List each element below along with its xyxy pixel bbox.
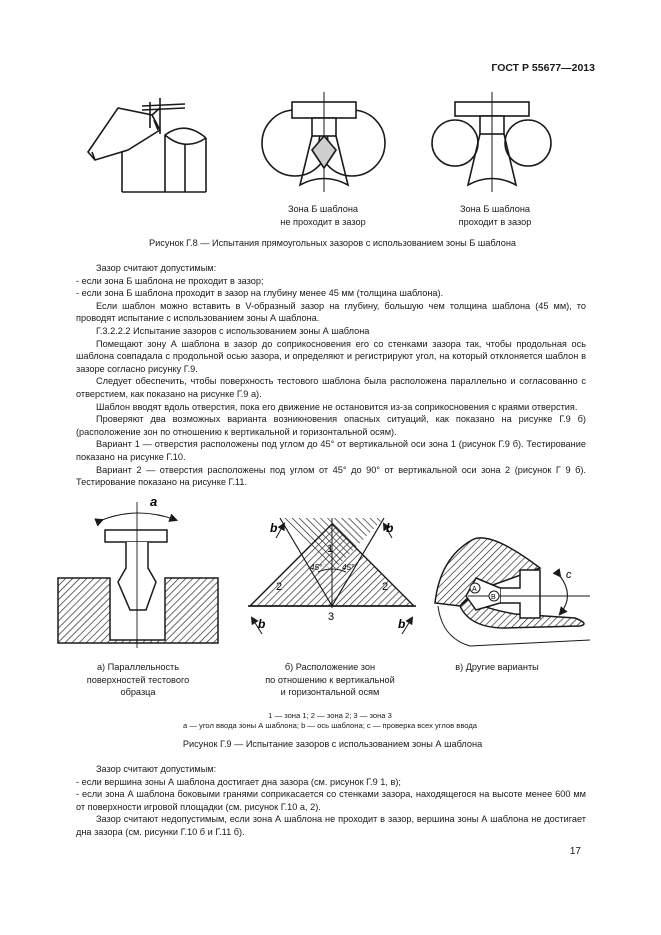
- fig8-left-caption: [258, 203, 388, 228]
- fig9c-label-c: c: [566, 569, 572, 581]
- caption-line: не проходит в зазор: [280, 216, 366, 227]
- fig9b-zone-2-left: 2: [276, 581, 283, 593]
- fig9a-label-a: a: [150, 494, 158, 509]
- fig9b-zone-1: 1: [327, 543, 334, 555]
- paragraph: Зазор считают недопустимым, если зона А шаблона не проходит в зазор, вершина зоны А шаблона не достигает дна зазора (см. рисунки Г.10 б и Г.11 б).: [76, 814, 586, 837]
- caption-line: в) Другие варианты: [455, 662, 539, 672]
- page-number: 17: [569, 846, 581, 857]
- paragraph: - если зона А шаблона боковыми гранями соприкасается со стенками зазора, находящегося на высоте менее 600 мм от поверхности игровой площадки (см. рисунок Г.10 а, 2).: [76, 789, 586, 812]
- paragraph: Вариант 2 — отверстия расположены под углом от 45° до 90° от вертикальной оси зона 2 (рисунок Г 9 б). Тестирование показано на рисунке Г.11.: [76, 464, 586, 488]
- fig8-title: Рисунок Г.8 — Испытания прямоугольных зазоров с использованием зоны Б шаблона: [148, 238, 517, 248]
- subsection-heading: Г.3.2.2.2 Испытание зазоров с использованием зоны А шаблона: [96, 325, 370, 336]
- fig9b-label-b-br: b: [398, 617, 406, 631]
- paragraph: Вариант 1 — отверстия расположены под углом до 45° от вертикальной оси зона 1 (рисунок Г.9 б). Тестирование показано на рисунке Г.10.: [76, 439, 586, 462]
- paragraph: Проверяют два возможных варианта возникновения опасных ситуаций, как показано на рисунке Г.9 б) (расположение зон по отношению к вертикальной и горизонтальной осям).: [76, 414, 586, 437]
- figure-g9: [0, 488, 661, 658]
- fig8-sketch-pass: [432, 92, 551, 192]
- fig9c-marker-A: A: [472, 586, 477, 593]
- fig9b-label-b-tr: b: [386, 521, 394, 535]
- fig8-right-caption: [430, 203, 560, 228]
- fig9b-angle-left: 45°: [310, 563, 323, 572]
- fig8-sketch-cylinder: [88, 98, 206, 192]
- figure-g8: [0, 80, 661, 210]
- caption-line: б) Расположение зон: [284, 662, 376, 672]
- caption-line: Зона Б шаблона: [459, 204, 531, 214]
- fig9-title: Рисунок Г.9 — Испытание зазоров с использованием зоны А шаблона: [182, 739, 483, 749]
- fig9b-zone-3: 3: [328, 611, 335, 623]
- fig9a-caption: [68, 661, 208, 699]
- caption-line: Зона Б шаблона: [287, 204, 359, 214]
- caption-line: по отношению к вертикальной: [265, 674, 395, 685]
- fig9-legend-2: a — угол ввода зоны А шаблона; b — ось шаблона; c — проверка всех углов ввода: [183, 721, 477, 730]
- fig9b-caption: [255, 661, 405, 699]
- caption-line: образца: [120, 687, 156, 697]
- fig9b-label-b-bl: b: [258, 617, 266, 631]
- paragraph: Следует обеспечить, чтобы поверхность тестового шаблона была расположена параллельно и согласованно с отверстием, как показано на рисунке Г.9 а).: [76, 376, 586, 399]
- fig9b-label-b-tl: b: [270, 521, 278, 535]
- fig9c-marker-B: B: [491, 594, 496, 601]
- document-code: ГОСТ Р 55677—2013: [491, 62, 595, 74]
- caption-line: проходит в зазор: [458, 216, 532, 227]
- paragraph: Если шаблон можно вставить в V-образный зазор на глубину, большую чем толщина шаблона (45 мм), то проводят испытание с использованием зоны А шаблона.: [76, 300, 586, 324]
- paragraph: - если зона Б шаблона не проходит в зазор;: [76, 275, 264, 286]
- fig8-sketch-not-pass: [262, 92, 385, 192]
- paragraph: Шаблон вводят вдоль отверстия, пока его движение не остановится из-за соприкосновения с краями отверстия.: [96, 401, 578, 412]
- body-text-2: [76, 763, 586, 839]
- body-text-1: [76, 262, 586, 489]
- paragraph: Помещают зону А шаблона в зазор до соприкосновения его со стенками зазора так, чтобы продольная ось шаблона совпадала с продольной осью зазора, и определяют и регистрируют угол, на который отклоняется шаблон в зазоре согласно рисунку Г.9.: [76, 338, 586, 374]
- paragraph: Зазор считают допустимым:: [96, 764, 217, 774]
- caption-line: а) Параллельность: [96, 662, 180, 672]
- paragraph: Зазор считают допустимым:: [96, 263, 217, 273]
- fig9b-zone-2-right: 2: [382, 581, 389, 593]
- caption-line: и горизонтальной осям: [280, 687, 380, 697]
- fig9-legend-1: 1 — зона 1; 2 — зона 2; 3 — зона 3: [268, 711, 392, 720]
- paragraph: - если зона Б шаблона проходит в зазор на глубину менее 45 мм (толщина шаблона).: [76, 288, 444, 299]
- fig9c-caption: [432, 661, 562, 674]
- paragraph: - если вершина зоны А шаблона достигает дна зазора (см. рисунок Г.9 1, в);: [76, 776, 401, 787]
- fig9a-sketch: [58, 502, 218, 648]
- fig9b-angle-right: 45°: [342, 563, 355, 572]
- caption-line: поверхностей тестового: [86, 674, 190, 685]
- fig9c-sketch: [435, 538, 590, 646]
